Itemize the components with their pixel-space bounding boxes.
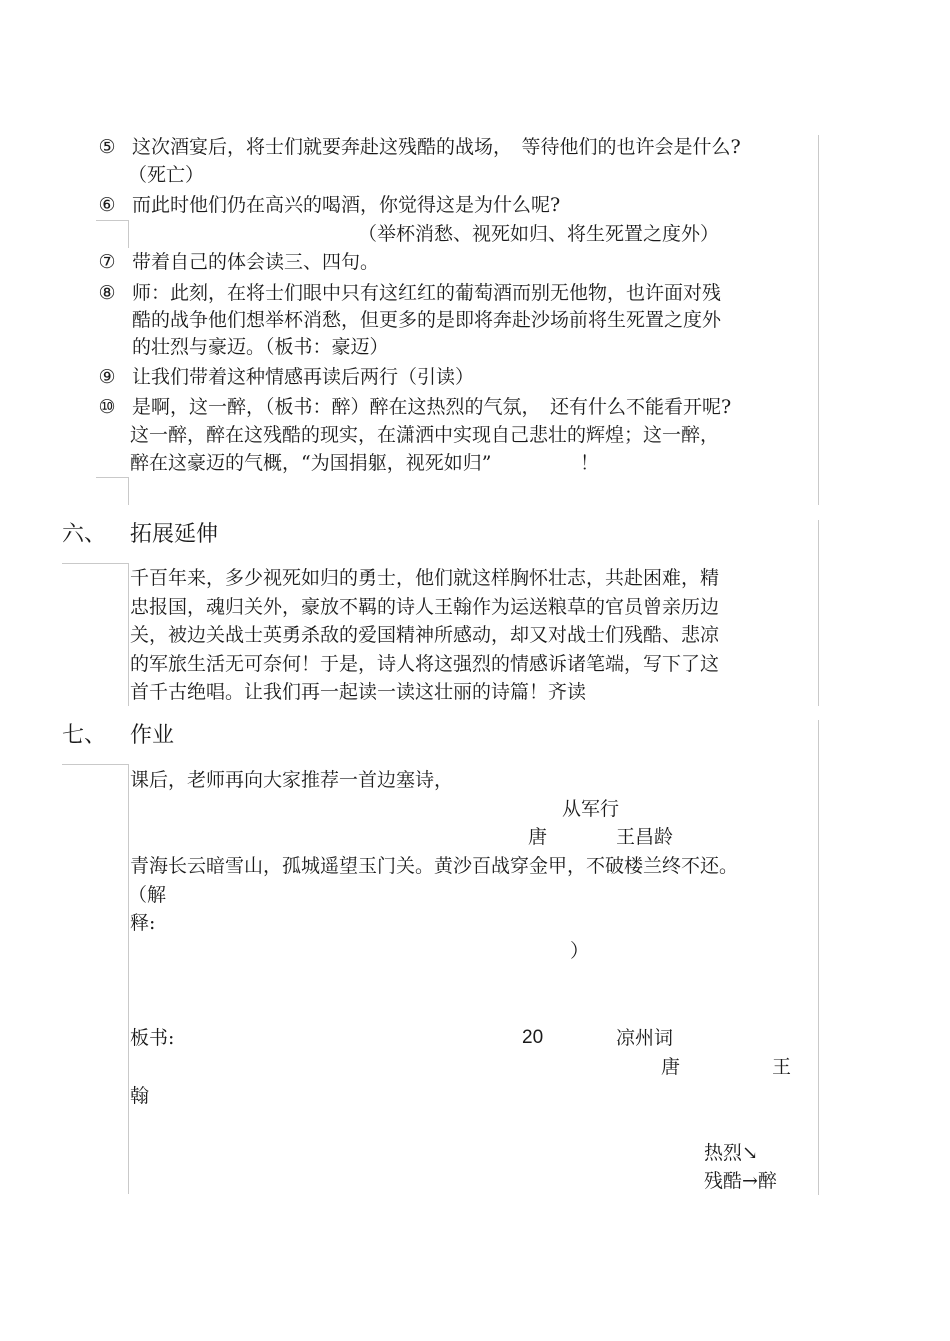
section-title: 作业 bbox=[130, 723, 175, 748]
paragraph-line: 关，被边关战士英勇杀敌的爱国精神所感动，却又对战士们残酷、悲凉 bbox=[130, 624, 720, 646]
section-number: 六、 bbox=[62, 522, 107, 547]
paragraph-line: 的军旅生活无可奈何！于是，诗人将这强烈的情感诉诸笔端，写下了这 bbox=[130, 653, 720, 675]
item-text: 是啊，这一醉，（板书：醉）醉在这热烈的气氛， 还有什么不能看开呢? bbox=[132, 396, 732, 418]
table-rule-2 bbox=[96, 477, 128, 478]
item-text-end: ！ bbox=[580, 452, 600, 474]
item-number: ⑩ bbox=[98, 396, 116, 418]
homework-intro: 课后，老师再向大家推荐一首边塞诗， bbox=[130, 769, 454, 791]
item-number: ⑨ bbox=[98, 366, 116, 388]
table-border-right-mid bbox=[818, 520, 819, 706]
poem-author: 王昌龄 bbox=[616, 826, 674, 848]
board-label: 板书: bbox=[130, 1027, 175, 1049]
item-text: （死亡） bbox=[128, 164, 205, 186]
item-number: ⑦ bbox=[98, 251, 116, 273]
poem-title: 从军行 bbox=[562, 798, 620, 820]
paragraph-line: 千百年来，多少视死如归的勇士，他们就这样胸怀壮志，共赴困难，精 bbox=[130, 567, 720, 589]
board-author-part2: 翰 bbox=[130, 1085, 150, 1107]
poem-dynasty: 唐 bbox=[528, 826, 548, 848]
table-rule-1 bbox=[96, 220, 128, 221]
board-author-part1: 王 bbox=[772, 1056, 792, 1078]
board-line-1: 热烈↘ bbox=[704, 1142, 758, 1164]
lesson-number: 20 bbox=[522, 1027, 544, 1048]
table-cell-left-4 bbox=[128, 764, 129, 1194]
table-cell-left-3 bbox=[128, 563, 129, 706]
section-number: 七、 bbox=[62, 723, 107, 748]
table-cell-left-2 bbox=[128, 477, 129, 505]
explain-open: （解 bbox=[128, 884, 167, 906]
item-number: ⑥ bbox=[98, 194, 116, 216]
paragraph-line: 首千古绝唱。让我们再一起读一读这壮丽的诗篇！齐读 bbox=[130, 681, 587, 703]
table-rule-4 bbox=[62, 764, 128, 765]
board-dynasty: 唐 bbox=[661, 1056, 681, 1078]
table-cell-left-1 bbox=[128, 220, 129, 248]
item-text: 这次酒宴后，将士们就要奔赴这残酷的战场， 等待他们的也许会是什么? bbox=[132, 136, 741, 158]
table-border-right-top bbox=[818, 135, 819, 505]
poem-text: 青海长云暗雪山，孤城遥望玉门关。黄沙百战穿金甲，不破楼兰终不还。 bbox=[130, 855, 739, 877]
explain-label: 释: bbox=[130, 912, 156, 934]
paragraph-line: 忠报国，魂归关外，豪放不羁的诗人王翰作为运送粮草的官员曾亲历边 bbox=[130, 596, 720, 618]
table-rule-3 bbox=[62, 563, 128, 564]
item-text: 酷的战争他们想举杯消愁，但更多的是即将奔赴沙场前将生死置之度外 bbox=[132, 309, 722, 331]
board-line-2: 残酷→醉 bbox=[704, 1170, 777, 1192]
item-answer: （举杯消愁、视死如归、将生死置之度外） bbox=[358, 223, 720, 245]
item-text: 这一醉，醉在这残酷的现实，在潇洒中实现自己悲壮的辉煌；这一醉， bbox=[130, 424, 720, 446]
table-border-right-bottom bbox=[818, 720, 819, 1195]
section-title: 拓展延伸 bbox=[130, 522, 219, 547]
lesson-title: 凉州词 bbox=[616, 1027, 674, 1049]
item-text: 让我们带着这种情感再读后两行（引读） bbox=[132, 366, 475, 388]
item-text: 而此时他们仍在高兴的喝酒，你觉得这是为什么呢? bbox=[132, 194, 561, 216]
item-number: ⑤ bbox=[98, 136, 116, 158]
item-text: 的壮烈与豪迈。（板书：豪迈） bbox=[132, 336, 389, 358]
item-text: 醉在这豪迈的气概，“为国捐躯，视死如归” bbox=[130, 452, 492, 474]
explain-close: ） bbox=[570, 940, 590, 962]
item-number: ⑧ bbox=[98, 282, 116, 304]
item-text: 师：此刻，在将士们眼中只有这红红的葡萄酒而别无他物，也许面对残 bbox=[132, 282, 722, 304]
item-text: 带着自己的体会读三、四句。 bbox=[132, 251, 380, 273]
